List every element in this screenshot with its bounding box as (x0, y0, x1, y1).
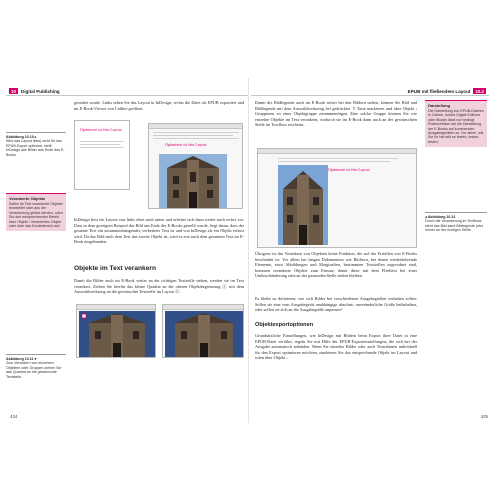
display-callout (425, 100, 487, 147)
left-body-top: gestaltet wurde. Links sehen Sie das Layout in InDesign, rechts die Datei als EPUB exportiert und im E-Book-Viewer von Calibre geöffnet. (74, 100, 244, 111)
right-page (251, 78, 494, 423)
viewer-toolbar (258, 149, 416, 154)
right-body-mid-2: Es bleibt zu definieren, wie sich Bilder bei verschiedenen Ausgabegrößen verhalten sollen: Sollen sie eine vom Ausgabegerät unabhängige absolute, unveränderliche Größe beibehalten, oder sollen sie sich an die Ausgabegröße anpassen? (255, 296, 417, 313)
figure-10-12-caption (425, 212, 487, 233)
building-photo (79, 311, 155, 357)
app-toolbar (77, 305, 155, 310)
caption-text: Wird das Layout links) nicht für das EPUB-Export optimiert, stellt InDesign alle Bilder ans Ende des E-Books. (6, 139, 65, 157)
anchored-objects-callout (6, 193, 66, 231)
right-running-header (251, 88, 489, 96)
text-line (153, 132, 239, 133)
left-page (6, 78, 249, 423)
caption-title: ◂ Abbildung 10.12 (425, 215, 456, 219)
text-line (153, 135, 233, 136)
text-line (278, 161, 390, 162)
right-body-mid: Übrigens ist das Verankern von Objekten keine Funktion, die auf das Erstellen von E-Books beschränkt ist. Vor allem bei langen Dokumenten wie Büchern, bei denen wiederkehrende Elemente, etwa Abbildungen und Marginalien, bestimmten Textstellen zugeordnet sind, kommen verankerte Objekte zum Einsatz, damit diese mit dem Fließtext bei einer Umbruchänderung stets an der passenden Stelle stehen bleiben. (255, 251, 417, 279)
right-body-bottom: Grundsätzliche Einstellungen, wie InDesign mit Bildern beim Export ihrer Datei in eine EPUB-Datei verfährt, regeln Sie mit Hilfe der EPUB-Exporteinstellungen, die sich bei der Ausgabe automatisch anbinden. Wenn Sie einzelne Bilder oder auch Textrahmen individuell für den Export optimieren möchten, markieren Sie das entsprechende Objekt im Layout und rufen über Objekt › (255, 333, 417, 361)
right-body-top: Damit die Bildlegende auch im E-Book weiter bei den Bildern stehen, können Sie Bild und Bildlegende mit dem Auswahlwerkzeug bei gedrückter ⇧-Taste markieren und über Objekt › Gruppieren zu einer Objektgruppe zusammenfügen. Eine solche Gruppe können Sie wie einzelne Objekte im Text verankern, wodurch sie im E-Book dann auch an der gewünschten Stelle im Textfluss erscheint. (255, 100, 417, 128)
figure-10-10-caption (6, 132, 66, 157)
chapter-title: Digital Publishing (20, 88, 60, 94)
figure-10-12-screenshot (257, 148, 417, 248)
screenshot-layout-text: Optimierte ist fein Layout (80, 127, 122, 132)
building-photo (278, 165, 328, 245)
chapter-number-badge: 10 (11, 88, 16, 94)
caption-title: Abbildung 10.11 ▾ (6, 357, 37, 361)
section-heading-anchor: Objekte im Text verankern (74, 265, 156, 272)
text-line (153, 138, 239, 139)
left-running-header (6, 88, 249, 96)
running-title: EPUB mit fließendem Layout (407, 88, 471, 94)
callout-text: Sollen im Text verankerte Objekte bearbeitet oder aus der Verankerung gelöst werden, rufen Sie den entsprechenden Befehl über Objekt › Verankertes Objekt oder über das Kontextmenü auf. (9, 201, 63, 228)
text-line (278, 158, 398, 159)
building-photo (159, 154, 227, 208)
anchor-step-screenshot-2 (162, 304, 244, 358)
viewer-layout-text: Optimierte ist fein Layout (328, 167, 370, 172)
app-toolbar (163, 305, 243, 310)
viewer-layout-text: Optimierte ist fein Layout (165, 142, 207, 147)
callout-text: Die Darstellung von EPUB-Dateien in Calibre, Adobe Digital Editions oder iBooks lässt nur bedingt Rückschlüsse auf die Darstellung der E-Books auf kommenden Ausgabegeräten zu. Vor allem, wie Sie Ihr hat teilt es testen, testen, testen. (428, 108, 484, 144)
section-heading-export-options: Objektexportoptionen (255, 322, 314, 328)
viewer-toolbar (149, 124, 242, 129)
left-body-mid: InDesign liest ein Layout von links oben nach unten und arbeitet sich dann weiter nach rechts vor. Dass in dem gezeigten Beispiel das Bild ans Ende des E-Books gestellt wurde, liegt daran, dass der gesamte Text ein zusammenhängender, verketteter Text ist und von InDesign als ein Objekt erfasst wird. Da das Bild nach dem Text das zweite Objekt ist, wird es erst nach dem gesamten Text im E-Book eingebunden. (74, 217, 244, 245)
figure-10-11-caption (6, 354, 66, 379)
left-page-number: 424 (10, 414, 18, 419)
section-number-badge: 10.2 (475, 88, 484, 94)
caption-text: Durch die Verankerung im Textfluss steht das Bild samt Bildlegende jetzt immer an der richtigen Stelle. (425, 219, 483, 233)
caption-text: Zum Verankern von einzelnen Objekten oder Gruppen ziehen Sie das Quadrat an die gewünschte Textstelle. (6, 361, 62, 379)
callout-title: Darstellung (428, 102, 451, 108)
left-body-bottom: Damit die Bilder auch im E-Book weiter an der richtigen Textstelle stehen, werden sie im Text verankert. Ziehen Sie hierfür das kleine Quadrat an der oberen Objektbegrenzung ⓐ mit dem Auswahlwerkzeug an die gewünschte Textstelle im Layout ⓑ. (74, 278, 244, 295)
anchor-step-screenshot-1 (76, 304, 156, 358)
calibre-viewer-screenshot (148, 123, 243, 209)
building-photo (165, 311, 243, 357)
callout-title: Verankerte Objekte (9, 195, 46, 201)
caption-title: Abbildung 10.10 ▸ (6, 135, 37, 139)
spine-gutter (248, 78, 249, 423)
right-page-number: 425 (480, 414, 488, 419)
